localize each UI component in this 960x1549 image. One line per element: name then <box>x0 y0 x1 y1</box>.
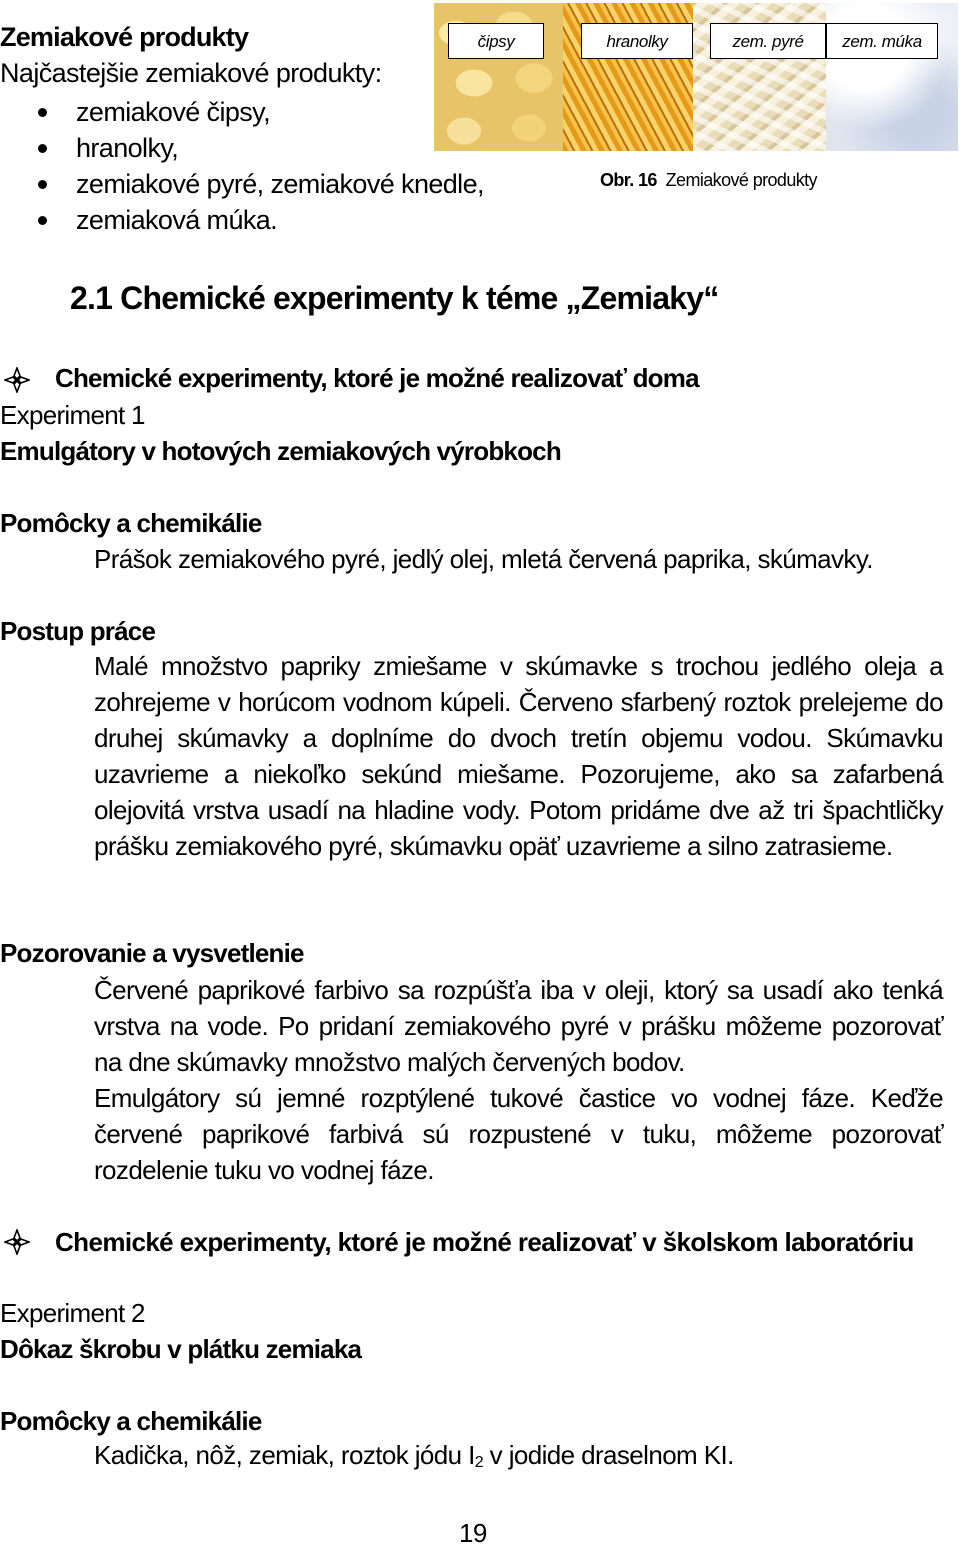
school-experiments-subtitle: Chemické experimenty, ktoré je možné realizovať v školskom laboratóriu <box>55 1227 914 1257</box>
figure-caption: Obr. 16 Zemiakové produkty <box>600 170 817 190</box>
tools-heading-1: Pomôcky a chemikálie <box>0 508 262 538</box>
list-item: zemiakové pyré, zemiakové knedle, <box>0 166 484 202</box>
photo-label-flour: zem. múka <box>826 23 938 59</box>
list-item: hranolky, <box>0 130 484 166</box>
bullet-icon <box>38 108 47 117</box>
tools-text-2: Kadička, nôž, zemiak, roztok jódu $I_2$ v jodide draselnom KI. <box>94 1440 734 1471</box>
page-number: 19 <box>459 1518 487 1548</box>
chapter-title: 2.1 Chemické experimenty k téme „Zemiaky“ <box>70 280 719 316</box>
experiment-1-label: Experiment 1 <box>0 400 145 430</box>
photo-label-fries: hranolky <box>581 23 693 59</box>
bullet-icon <box>38 144 47 153</box>
intro-text: Najčastejšie zemiakové produkty: <box>0 58 382 88</box>
product-list <box>0 94 484 238</box>
section-heading: Zemiakové produkty <box>0 22 249 52</box>
bullet-icon <box>38 180 47 189</box>
procedure-heading: Postup práce <box>0 616 156 646</box>
observation-heading: Pozorovanie a vysvetlenie <box>0 938 304 968</box>
photo-label-puree: zem. pyré <box>710 23 826 59</box>
photo-label-chips: čipsy <box>448 23 544 59</box>
bullet-icon <box>38 216 47 225</box>
product-photo-strip <box>434 3 958 151</box>
list-item: zemiakové čipsy, <box>0 94 484 130</box>
tools-text-1: Prášok zemiakového pyré, jedlý olej, mletá červená paprika, skúmavky. <box>94 544 873 574</box>
diamond-bullet-icon <box>4 367 30 393</box>
list-item: zemiaková múka. <box>0 202 484 238</box>
diamond-bullet-icon <box>4 1229 30 1255</box>
experiment-2-label: Experiment 2 <box>0 1298 145 1328</box>
procedure-text: Malé množstvo papriky zmiešame v skúmavke s trochou jedlého oleja a zohrejeme v horúcom vodnom kúpeli. Červeno sfarbený roztok prelejeme do druhej skúmavky a doplníme do dvoch tretín objemu vodou. Skúmavku uzavrieme a niekoľko sekúnd miešame. Pozorujeme, ako sa zafarbená olejovitá vrstva usadí na hladine vody. Potom pridáme dve až tri špachtličky prášku zemiakového pyré, skúmavku opäť uzavrieme a silno zatrasieme. <box>94 651 943 861</box>
observation-text: Červené paprikové farbivo sa rozpúšťa iba v oleji, ktorý sa usadí ako tenká vrstva na vode. Po pridaní zemiakového pyré v prášku môžeme pozorovať na dne skúmavky množstvo malých červených bodov. Emulgátory sú jemné rozptýlené tukové častice vo vodnej fáze. Keďže červené paprikové farbivá sú rozpustené v tuku, môžeme pozorovať rozdelenie tuku vo vodnej fáze. <box>94 975 943 1185</box>
tools-heading-2: Pomôcky a chemikálie <box>0 1406 262 1436</box>
home-experiments-subtitle: Chemické experimenty, ktoré je možné realizovať doma <box>55 363 699 393</box>
experiment-2-title: Dôkaz škrobu v plátku zemiaka <box>0 1334 362 1364</box>
experiment-1-title: Emulgátory v hotových zemiakových výrobkoch <box>0 436 561 466</box>
